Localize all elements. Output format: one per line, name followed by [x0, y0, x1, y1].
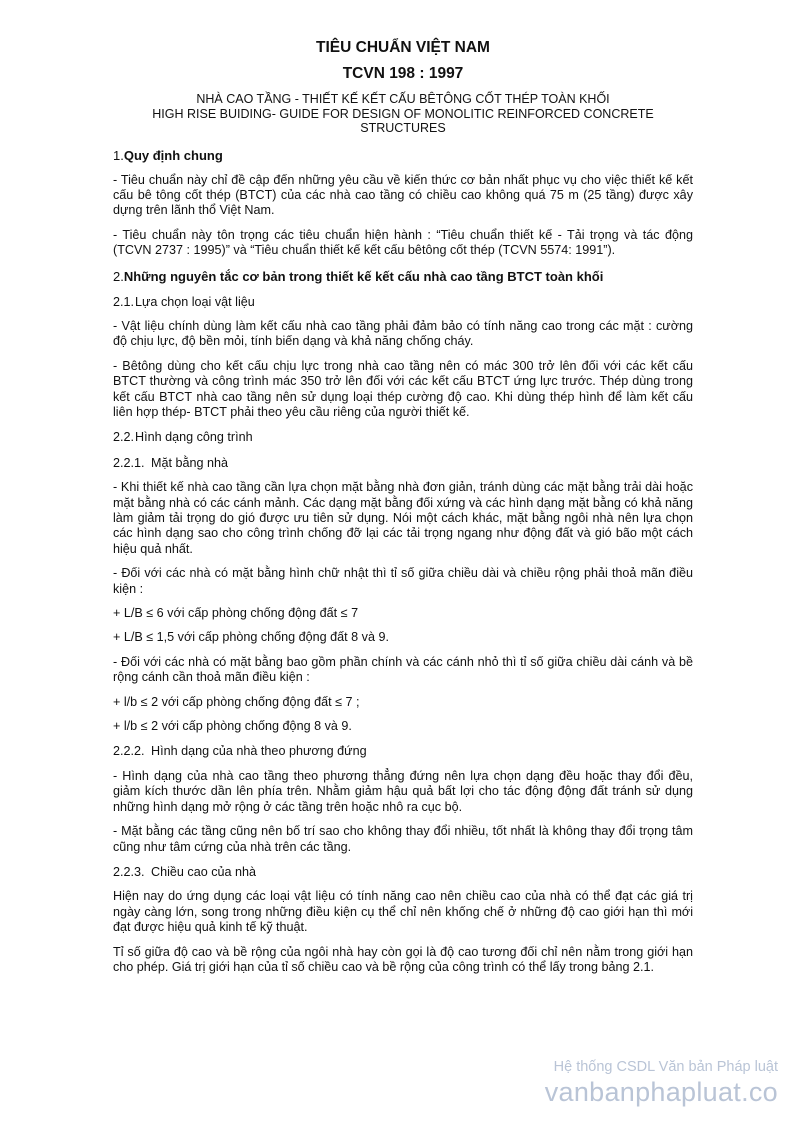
subsection-2-2-1-paragraph-3: - Đối với các nhà có mặt bằng bao gồm phần chính và các cánh nhỏ thì tỉ số giữa chiều dài cánh và bề rộng cánh cần thoả mãn điều kiện : — [113, 654, 693, 685]
subsection-2-2-3-title: Chiều cao của nhà — [151, 864, 257, 879]
subsection-2-2-3-paragraph-2: Tỉ số giữa độ cao và bề rộng của ngôi nhà hay còn gọi là độ cao tương đối chỉ nên nằm trong giới hạn cho phép. Giá trị giới hạn của tỉ số chiều cao và bề rộng của công trình có thể lấy trong bảng 2.1. — [113, 944, 693, 974]
subsection-2-2-heading — [113, 430, 693, 445]
subsection-2-2-1-paragraph-2: - Đối với các nhà có mặt bằng hình chữ nhật thì tỉ số giữa chiều dài và chiều rộng phải thoả mãn điều kiện : — [113, 566, 693, 596]
watermark — [545, 1058, 778, 1108]
subsection-2-1-heading — [113, 295, 693, 310]
subsection-2-2-2-title: Hình dạng của nhà theo phương đứng — [151, 744, 367, 759]
subsection-2-2-3-number: 2.2.3. — [113, 864, 145, 879]
section-2-title: Những nguyên tắc cơ bản trong thiết kế kết cấu nhà cao tầng BTCT toàn khối — [123, 268, 604, 284]
section-1-paragraph-2: - Tiêu chuẩn này tôn trọng các tiêu chuẩn hiện hành : “Tiêu chuẩn thiết kế - Tải trọng và tác động (TCVN 2737 : 1995)” và “Tiêu chuẩn thiết kế kết cấu bêtông cốt thép (TCVN 5574: 1991”). — [113, 227, 693, 258]
watermark-line1: Hệ thống CSDL Văn bản Pháp luật — [553, 1059, 778, 1075]
subtitle-en-line1: HIGH RISE BUIDING- GUIDE FOR DESIGN OF MONOLITIC REINFORCED CONCRETE — [152, 106, 654, 121]
subsection-2-2-1-paragraph-1: - Khi thiết kế nhà cao tầng cần lựa chọn mặt bằng nhà đơn giản, tránh dùng các mặt bằng trải dài hoặc mặt bằng nhà có các cánh mảnh. Các dạng mặt bằng đối xứng và các hình dạng mặt bằng có khả năng làm giảm tải trọng do gió được ưu tiên sử dụng. Nói một cách khác, mặt bằng ngôi nhà nên lựa chọn các hình dạng sao cho công trình chống đỡ lại các tải trọng ngang như động đất và gió bão một cách hiệu quả nhất. — [113, 480, 693, 556]
subsection-2-2-1-number: 2.2.1. — [113, 455, 145, 470]
subtitle-vi: NHÀ CAO TẦNG - THIẾT KẾ KẾT CẤU BÊTÔNG CỐT THÉP TOÀN KHỐI — [196, 92, 610, 106]
subsection-2-2-title: Hình dạng công trình — [135, 430, 253, 445]
standard-code: TCVN 198 : 1997 — [342, 65, 464, 82]
condition-1: + L/B ≤ 6 với cấp phòng chống động đất ≤ 7 — [113, 606, 359, 621]
section-1-number: 1. — [113, 147, 124, 163]
subsection-2-2-3-heading — [113, 865, 693, 880]
section-2-number: 2. — [113, 268, 124, 284]
subsection-2-2-2-paragraph-2: - Mặt bằng các tầng cũng nên bố trí sao cho không thay đổi nhiều, tốt nhất là không thay đổi trọng tâm cũng như tâm cứng của nhà trên các tầng. — [113, 824, 693, 854]
section-1-paragraph-1: - Tiêu chuẩn này chỉ đề cập đến những yêu cầu về kiến thức cơ bản nhất phục vụ cho việc thiết kế kết cấu bê tông cốt thép (BTCT) của các nhà cao tầng có chiều cao không quá 75 m (25 tầng) được xây dựng trên lãnh thổ Việt Nam. — [113, 172, 693, 218]
subsection-2-2-number: 2.2. — [113, 430, 135, 445]
document-page — [113, 38, 693, 975]
condition-4: + l/b ≤ 2 với cấp phòng chống động 8 và 9. — [113, 719, 352, 734]
subsection-2-2-3-paragraph-1: Hiện nay do ứng dụng các loại vật liệu có tính năng cao nên chiều cao của nhà có thể đạt các giá trị ngày càng lớn, song trong những điều kiện cụ thể chỉ nên khống chế ở những độ cao giới hạn thì mới đạt được hiệu quả kinh tế kỹ thuật. — [113, 889, 693, 935]
subsection-2-2-2-heading — [113, 744, 693, 759]
subsection-2-1-number: 2.1. — [113, 294, 135, 309]
document-title: TIÊU CHUẨN VIỆT NAM — [316, 39, 490, 56]
section-1-title: Quy định chung — [123, 147, 223, 163]
condition-2: + L/B ≤ 1,5 với cấp phòng chống động đất 8 và 9. — [113, 630, 389, 645]
subsection-2-1-paragraph-2: - Bêtông dùng cho kết cấu chịu lực trong nhà cao tầng nên có mác 300 trở lên đối với các kết cấu BTCT thường và công trình mác 350 trở lên đối với các kết cấu BTCT ứng lực trước. Thép dùng trong kết cấu BTCT nhà cao tầng nên sử dụng loại thép cường độ cao. Khi dùng thép hình để làm kết cấu liên hợp thép- BTCT phải theo yêu cầu riêng của người thiết kế. — [113, 358, 693, 419]
subsection-2-2-2-paragraph-1: - Hình dạng của nhà cao tầng theo phương thẳng đứng nên lựa chọn dạng đều hoặc thay đổi đều, giảm kích thước dần lên phía trên. Nhằm giảm hậu quả bất lợi cho tác động động đất tránh sử dụng những hình dạng mở rộng ở các tầng trên hoặc nhô ra cục bộ. — [113, 768, 693, 814]
watermark-site: vanbanphapluat.co — [544, 1077, 778, 1107]
condition-3: + l/b ≤ 2 với cấp phòng chống động đất ≤ 7 ; — [113, 694, 360, 709]
subsection-2-1-title: Lựa chọn loại vật liệu — [135, 294, 255, 309]
document-subtitle — [113, 92, 693, 136]
subsection-2-2-1-heading — [113, 456, 693, 471]
section-2-heading — [113, 269, 693, 285]
subsection-2-2-1-title: Mặt bằng nhà — [151, 455, 229, 470]
subsection-2-1-paragraph-1: - Vật liệu chính dùng làm kết cấu nhà cao tầng phải đảm bảo có tính năng cao trong các mặt : cường độ chịu lực, độ bền mỏi, tính biến dạng và khả năng chống cháy. — [113, 318, 693, 349]
subsection-2-2-2-number: 2.2.2. — [113, 744, 145, 759]
subtitle-en-line2: STRUCTURES — [360, 121, 446, 135]
section-1-heading — [113, 148, 693, 164]
